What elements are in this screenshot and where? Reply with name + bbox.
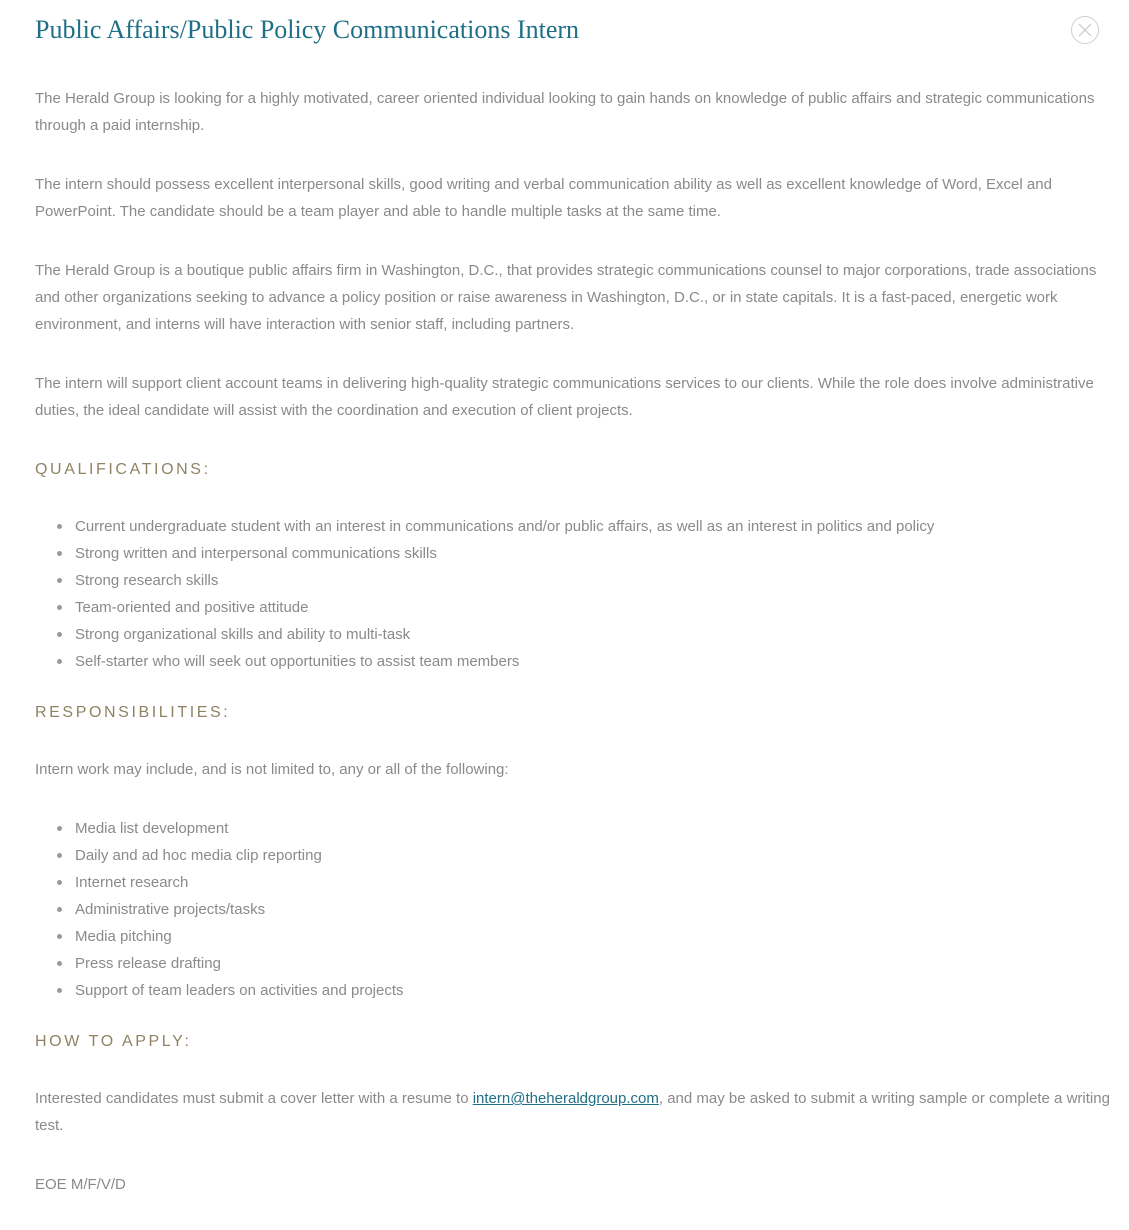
list-item: Daily and ad hoc media clip reporting (75, 842, 1110, 869)
intro-paragraph: The intern should possess excellent interpersonal skills, good writing and verbal communication ability as well as excellent knowledge of Word, Excel and PowerPoint. The candidate should be a team player and able to handle multiple tasks at the same time. (35, 176, 1052, 220)
job-title: Public Affairs/Public Policy Communications Intern (35, 15, 580, 44)
email-link[interactable]: intern@theheraldgroup.com (472, 1090, 659, 1107)
job-description (35, 85, 1110, 1230)
list-item: Strong written and interpersonal communications skills (75, 540, 1110, 567)
list-item: Support of team leaders on activities and projects (75, 977, 1110, 1004)
responsibilities-list (35, 815, 1110, 1004)
list-item: Media list development (75, 815, 1110, 842)
qualifications-list (35, 513, 1110, 675)
intro-paragraph: The intern will support client account teams in delivering high-quality strategic communications services to our clients. While the role does involve administrative duties, the ideal candidate will assist with the coordination and execution of client projects. (35, 375, 1094, 419)
list-item: Self-starter who will seek out opportunities to assist team members (75, 648, 1110, 675)
eoe-note: EOE M/F/V/D (35, 1176, 126, 1193)
list-item: Strong research skills (75, 567, 1110, 594)
how-to-apply-text (35, 1085, 1110, 1139)
intro-paragraph: The Herald Group is looking for a highly motivated, career oriented individual looking to gain hands on knowledge of public affairs and strategic communications through a paid internship. (35, 90, 1095, 134)
apply-text-after: , and may be asked to submit a writing sample or complete a writing test. (35, 1090, 1110, 1134)
list-item: Internet research (75, 869, 1110, 896)
list-item: Team-oriented and positive attitude (75, 594, 1110, 621)
list-item: Current undergraduate student with an interest in communications and/or public affairs, as well as an interest in politics and policy (75, 513, 1110, 540)
close-icon (1076, 21, 1094, 39)
list-item: Press release drafting (75, 950, 1110, 977)
list-item: Strong organizational skills and ability to multi-task (75, 621, 1110, 648)
apply-text-before: Interested candidates must submit a cover letter with a resume to (35, 1090, 473, 1107)
list-item: Administrative projects/tasks (75, 896, 1110, 923)
list-item: Media pitching (75, 923, 1110, 950)
responsibilities-intro: Intern work may include, and is not limited to, any or all of the following: (35, 761, 509, 778)
responsibilities-heading: RESPONSIBILITIES: (35, 704, 231, 721)
close-button[interactable] (1071, 16, 1099, 44)
qualifications-heading: QUALIFICATIONS: (35, 461, 211, 478)
intro-paragraph: The Herald Group is a boutique public affairs firm in Washington, D.C., that provides strategic communications counsel to major corporations, trade associations and other organizations seeking to advance a policy position or raise awareness in Washington, D.C., or in state capitals. It is a fast-paced, energetic work environment, and interns will have interaction with senior staff, including partners. (35, 262, 1097, 333)
how-to-apply-heading: HOW TO APPLY: (35, 1033, 192, 1050)
